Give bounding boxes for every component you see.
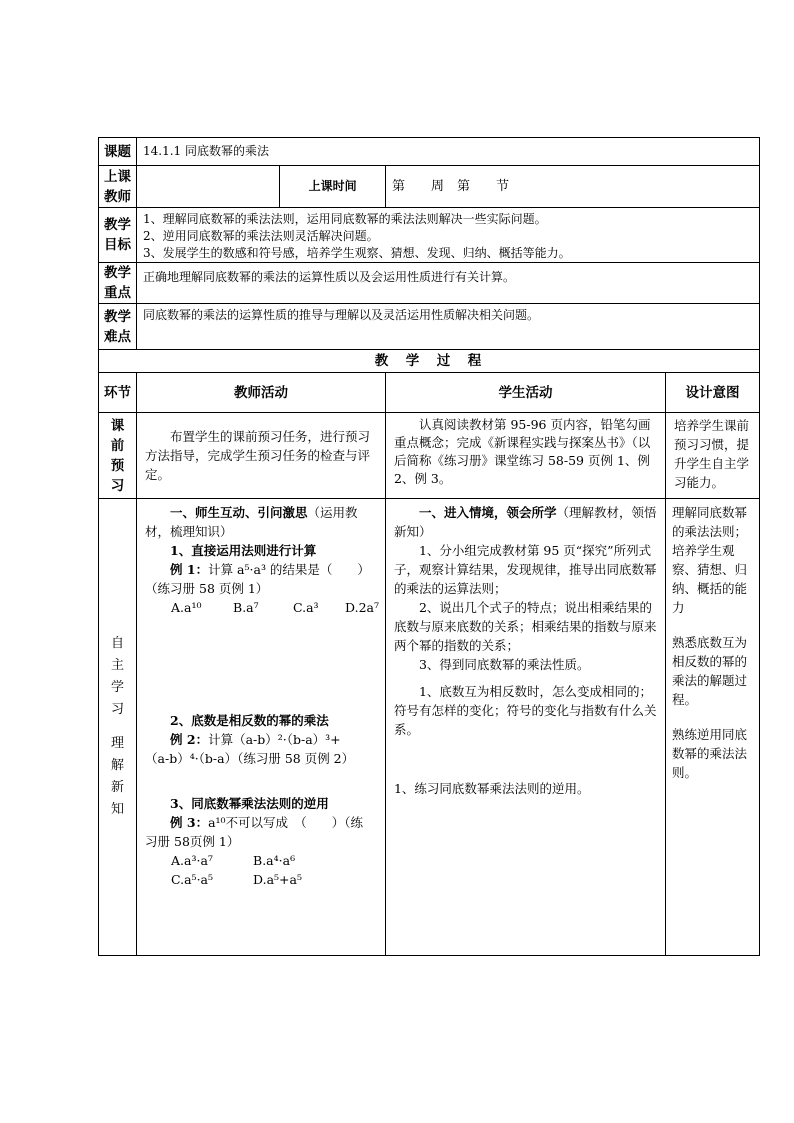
teacher-sub3: 3、同底数幂乘法法则的逆用 [170,796,329,811]
preview-teacher-text: 布置学生的课前预习任务，进行预习方法指导，完成学生预习任务的检查与评定。 [145,429,371,482]
example1-option-a: A.a¹⁰ [171,600,202,615]
difficulty-label: 教学难点 [99,304,137,350]
goals-list [137,208,760,263]
student-section1-title: 一、进入情境，领会所学 [418,505,557,520]
preview-teacher [137,413,386,499]
example3-option-b: B.a⁴·a⁶ [253,853,296,868]
topic-label: 课题 [99,138,137,166]
example3-label: 例 3： [170,815,209,830]
design-note-3: 熟练逆用同底数幂的乘法法则。 [671,727,747,780]
time-label: 上课时间 [280,166,386,208]
lesson-plan-table [98,137,760,956]
difficulty-value: 同底数幂的乘法的运算性质的推导与理解以及灵活运用性质解决相关问题。 [137,304,760,350]
student-step2: 2、说出几个式子的特点；说出相乘结果的底数与原来底数的关系；相乘结果的指数与原来两个幂的指数的关系； [393,600,657,653]
preview-design: 培养学生课前预习习惯，提升学生自主学习能力。 [665,413,759,499]
design-note-1: 理解同底数幂的乘法法则；培养学生观察、猜想、归纳、概括的能力 [671,505,747,615]
self-study-stage-a: 自主学习 [111,636,125,717]
student-step1: 1、分小组完成教材第 95 页“探究”所列式子，观察计算结果，发现规律，推导出同底数幂的乘法的运算法则； [393,543,657,596]
example3-line2: 习册 58页例 1） [145,834,240,849]
col-stage-header: 环节 [99,373,137,413]
preview-stage: 课前预习 [99,413,137,499]
keypoint-label: 教学重点 [99,263,137,304]
col-student-header: 学生活动 [385,373,665,413]
example1-option-b: B.a⁷ [233,600,259,615]
student-step3: 3、得到同底数幂的乘法性质。 [418,657,590,672]
student-step4: 1、底数互为相反数时，怎么变成相同的；符号有怎样的变化；符号的变化与指数有什么关系。 [393,684,657,737]
col-teacher-header: 教师活动 [137,373,386,413]
student-step5: 1、练习同底数幂乘法法则的逆用。 [393,781,590,796]
teacher-section1-rest: （运用教材，梳理知识） [145,505,358,539]
preview-student-text: 认真阅读教材第 95-96 页内容，铅笔勾画重点概念；完成《新课程实践与探案丛书》（以后简称《练习册》课堂练习 58-59 页例 1、例 2、例 3。 [393,417,651,486]
example1-source: （练习册 58 页例 1） [145,581,269,596]
teacher-sub2: 2、底数是相反数的幂的乘法 [170,713,329,728]
example2-text: 计算（a-b）²·（b-a）³+ [208,732,341,747]
example2-label: 例 2： [170,732,209,747]
example2-line2: （a-b）⁴·（b-a）（练习册 58 页例 2） [145,751,355,766]
example1-text: 计算 a⁵·a³ 的结果是（ ） [208,562,370,577]
time-value: 第 周 第 节 [385,166,759,208]
col-design-header: 设计意图 [665,373,759,413]
self-study-student [385,499,665,956]
teacher-sub1: 1、直接运用法则进行计算 [170,543,317,558]
goals-label: 教学目标 [99,208,137,263]
example1-option-c: C.a³ [293,600,319,615]
design-note-2: 熟悉底数互为相反数的幂的乘法的解题过程。 [671,635,747,707]
goal-item: 2、逆用同底数幂的乘法法则灵活解决问题。 [143,229,379,243]
self-study-design [665,499,759,956]
keypoint-value: 正确地理解同底数幂的乘法的运算性质以及会运用性质进行有关计算。 [137,263,760,304]
example3-text: a¹⁰不可以写成 （ ）（练 [208,815,364,830]
example3-option-d: D.a⁵+a⁵ [253,872,302,887]
example1-option-d: D.2a⁷ [345,600,379,615]
teacher-section1-title: 一、师生互动、引问激思 [170,505,308,520]
teacher-label: 上课教师 [99,166,137,208]
self-study-stage-b: 理解新知 [111,736,125,817]
student-section1-rest: （理解教材，领悟新知） [393,505,657,539]
preview-student [385,413,665,499]
example3-option-c: C.a⁵·a⁵ [171,872,214,887]
self-study-stage [99,499,137,956]
process-title: 教 学 过 程 [99,350,760,373]
goal-item: 1、理解同底数幂的乘法法则，运用同底数幂的乘法法则解决一些实际问题。 [143,212,547,226]
example3-option-a: A.a³·a⁷ [171,853,213,868]
topic-value: 14.1.1 同底数幂的乘法 [137,138,760,166]
self-study-teacher [137,499,386,956]
goal-item: 3、发展学生的数感和符号感，培养学生观察、猜想、发现、归纳、概括等能力。 [143,246,571,260]
example1-label: 例 1： [170,562,209,577]
teacher-value [137,166,280,208]
